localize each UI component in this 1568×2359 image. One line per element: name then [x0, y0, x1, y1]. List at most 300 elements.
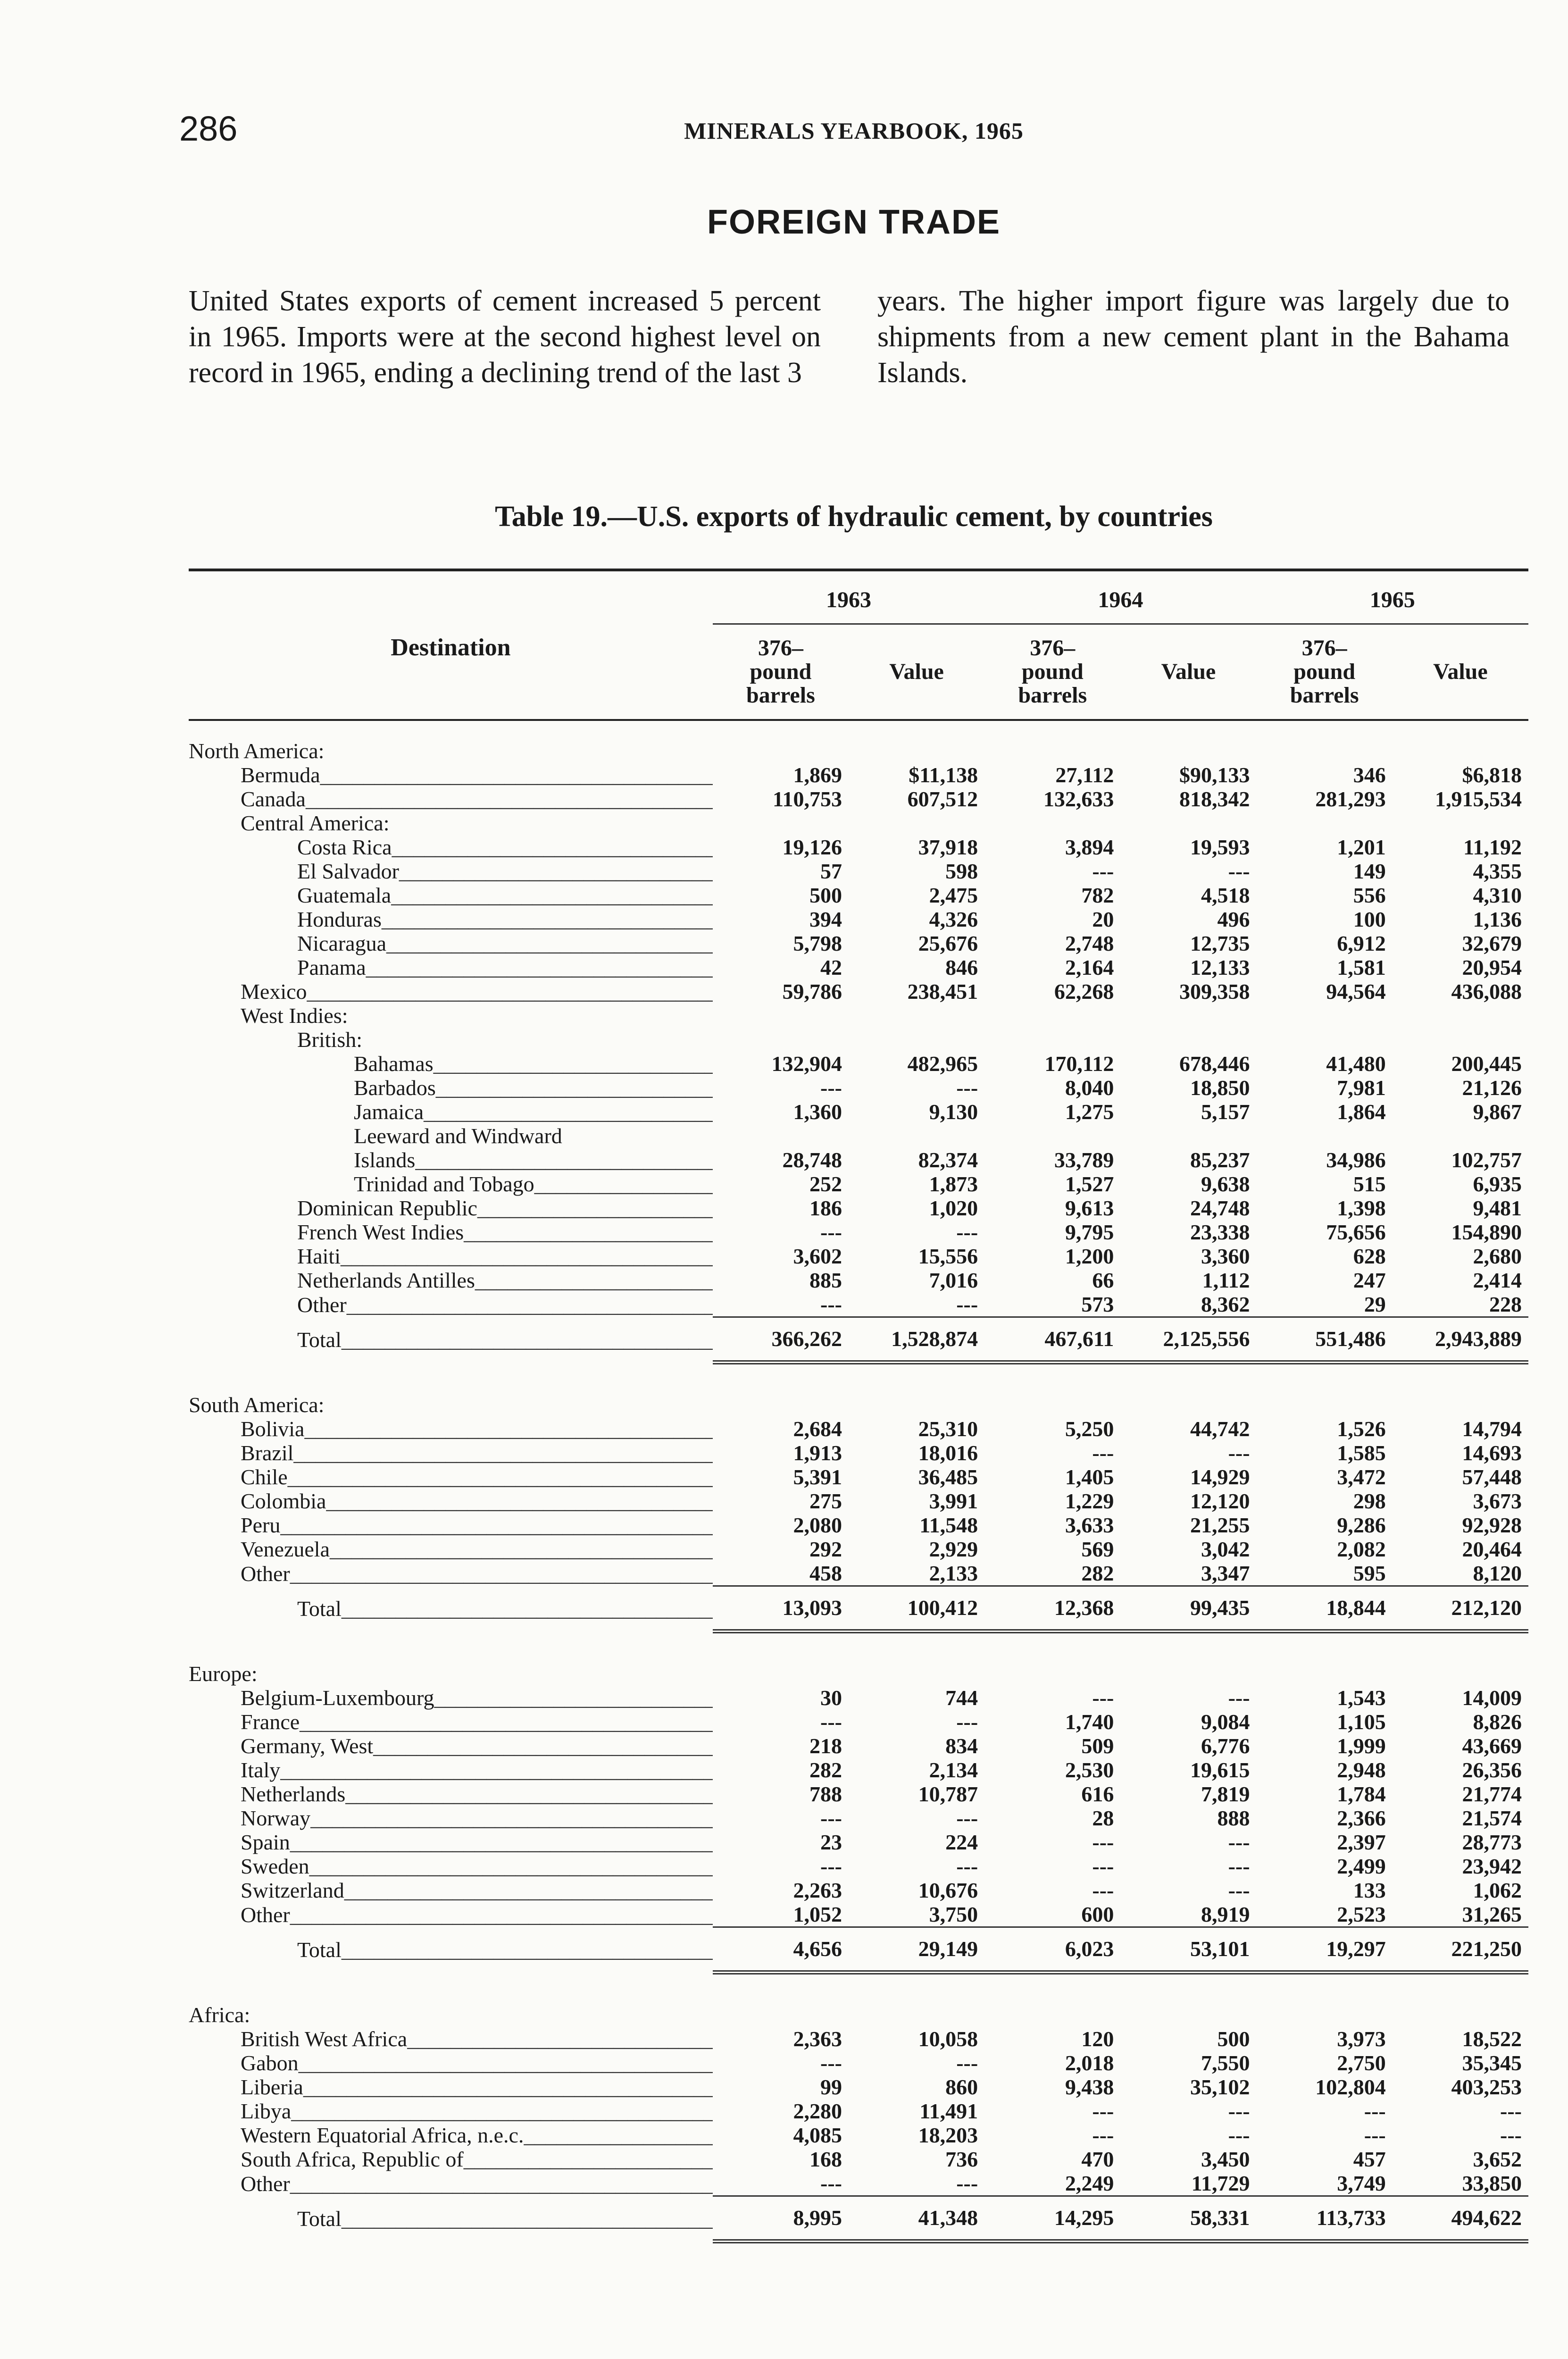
barrels-cell: 1,999 — [1337, 1734, 1386, 1758]
barrels-cell: 132,633 — [1043, 787, 1114, 811]
barrels-cell: --- — [1092, 1830, 1114, 1854]
leader-dots — [290, 1830, 713, 1854]
barrels-cell: 6,023 — [984, 1927, 1120, 1973]
table-row — [189, 1902, 1528, 1927]
barrels-cell: --- — [1092, 1878, 1114, 1902]
value-cell: 44,742 — [1190, 1417, 1250, 1441]
barrels-cell: 1,105 — [1337, 1710, 1386, 1734]
destination-label — [189, 907, 713, 931]
value-cell: --- — [956, 2171, 978, 2195]
leader-dots — [300, 1710, 713, 1734]
value-cell: $90,133 — [1179, 763, 1250, 787]
barrels-cell: 247 — [1353, 1268, 1386, 1292]
destination-label — [189, 931, 713, 955]
total-label — [189, 1317, 713, 1363]
value-cell: 41,348 — [849, 2196, 984, 2242]
destination-label — [189, 1465, 713, 1489]
destination-text: Netherlands Antilles — [297, 1268, 475, 1292]
destination-text: Other — [241, 2171, 290, 2196]
barrels-cell: --- — [1092, 1686, 1114, 1710]
barrels-cell: 458 — [809, 1561, 842, 1585]
table-row — [189, 883, 1528, 907]
barrels-cell: 57 — [820, 859, 842, 883]
destination-text: Gabon — [241, 2051, 299, 2075]
destination-label — [189, 979, 713, 1004]
value-cell: 9,867 — [1473, 1100, 1522, 1124]
barrels-cell: 102,804 — [1315, 2075, 1386, 2099]
destination-text: Total — [297, 1596, 342, 1621]
barrels-cell: 3,894 — [1065, 835, 1114, 859]
value-cell: 846 — [945, 955, 978, 979]
table-row — [189, 2123, 1528, 2147]
leader-dots — [407, 2027, 713, 2051]
leader-dots — [303, 2075, 713, 2099]
destination-text: Switzerland — [241, 1878, 344, 1902]
destination-label — [189, 2147, 713, 2171]
value-cell: --- — [1228, 2099, 1250, 2123]
value-cell: 678,446 — [1179, 1052, 1250, 1076]
leader-dots — [373, 1734, 713, 1758]
barrels-cell: 298 — [1353, 1489, 1386, 1513]
barrels-cell: 133 — [1353, 1878, 1386, 1902]
value-cell: 500 — [1217, 2027, 1250, 2051]
barrels-cell: 2,249 — [1065, 2171, 1114, 2195]
destination-label — [189, 1268, 713, 1292]
value-cell: 736 — [945, 2147, 978, 2171]
barrels-cell: 1,869 — [793, 763, 842, 787]
destination-text: Mexico — [241, 979, 307, 1004]
destination-text: Libya — [241, 2099, 292, 2123]
leader-dots — [524, 2123, 712, 2147]
value-cell: 18,522 — [1462, 2027, 1522, 2051]
leader-dots — [345, 1782, 713, 1806]
destination-label — [189, 2027, 713, 2051]
value-cell: 102,757 — [1451, 1148, 1522, 1172]
value-cell: 23,942 — [1462, 1854, 1522, 1878]
destination-label — [189, 1417, 713, 1441]
value-cell: 18,203 — [918, 2123, 978, 2147]
destination-text: Barbados — [354, 1076, 436, 1100]
value-cell: 8,826 — [1473, 1710, 1522, 1734]
value-cell: 3,673 — [1473, 1489, 1522, 1513]
value-cell: --- — [1228, 1830, 1250, 1854]
value-cell: --- — [956, 1710, 978, 1734]
destination-text: Costa Rica — [297, 835, 392, 859]
destination-label — [189, 1148, 713, 1172]
barrels-cell: 1,201 — [1337, 835, 1386, 859]
barrels-cell: 616 — [1081, 1782, 1114, 1806]
table-row — [189, 1465, 1528, 1489]
value-cell: 12,133 — [1190, 955, 1250, 979]
value-cell: 20,954 — [1462, 955, 1522, 979]
leader-dots — [291, 2099, 712, 2123]
value-cell: 24,748 — [1190, 1196, 1250, 1220]
region-label: Central America: — [241, 811, 390, 835]
value-cell: 212,120 — [1393, 1586, 1528, 1631]
value-cell: 25,310 — [918, 1417, 978, 1441]
barrels-cell: 2,080 — [793, 1513, 842, 1537]
barrels-cell: 1,581 — [1337, 955, 1386, 979]
leader-dots — [293, 1441, 712, 1465]
barrels-cell: 4,085 — [793, 2123, 842, 2147]
leader-dots — [310, 1806, 713, 1830]
table-row — [189, 1782, 1528, 1806]
barrels-cell: 2,018 — [1065, 2051, 1114, 2075]
value-cell: 58,331 — [1120, 2196, 1256, 2242]
barrels-cell: 551,486 — [1257, 1317, 1393, 1363]
value-cell: 99,435 — [1120, 1586, 1256, 1631]
barrels-cell: 2,263 — [793, 1878, 842, 1902]
destination-text: Haiti — [297, 1244, 341, 1268]
destination-label — [189, 1513, 713, 1537]
value-cell: 18,850 — [1190, 1076, 1250, 1100]
destination-text: Spain — [241, 1830, 290, 1854]
value-cell: 403,253 — [1451, 2075, 1522, 2099]
destination-text: Guatemala — [297, 883, 392, 907]
value-cell: 29,149 — [849, 1927, 984, 1973]
barrels-cell: 1,913 — [793, 1441, 842, 1465]
leader-dots — [299, 2051, 713, 2075]
barrels-cell: 1,405 — [1065, 1465, 1114, 1489]
value-cell: 4,326 — [929, 907, 978, 931]
leader-dots — [436, 1076, 713, 1100]
barrels-cell: 2,750 — [1337, 2051, 1386, 2075]
value-cell: 607,512 — [907, 787, 978, 811]
barrels-cell: 28,748 — [782, 1148, 842, 1172]
leader-dots — [290, 2172, 713, 2196]
value-cell: --- — [956, 1220, 978, 1244]
value-cell: 3,750 — [929, 1902, 978, 1926]
value-cell: --- — [956, 1806, 978, 1830]
value-cell: 23,338 — [1190, 1220, 1250, 1244]
leader-dots — [415, 1148, 712, 1172]
barrels-cell: --- — [820, 1806, 842, 1830]
value-cell: 14,693 — [1462, 1441, 1522, 1465]
table-row — [189, 2027, 1528, 2051]
value-cell: 35,102 — [1190, 2075, 1250, 2099]
destination-label — [189, 1806, 713, 1830]
barrels-cell: 149 — [1353, 859, 1386, 883]
barrels-cell: --- — [820, 1854, 842, 1878]
table-row — [189, 1806, 1528, 1830]
intro-paragraph-left: United States exports of cement increased 5 percent in 1965. Imports were at the second highest level on record in 1965, ending a declining trend of the last 3 — [189, 285, 821, 389]
destination-label — [189, 1710, 713, 1734]
column-header-barrels: 376– pound barrels — [1018, 636, 1087, 708]
barrels-cell: 19,297 — [1257, 1927, 1393, 1973]
barrels-cell: 573 — [1081, 1292, 1114, 1316]
value-cell: 2,680 — [1473, 1244, 1522, 1268]
destination-label — [189, 1196, 713, 1220]
value-cell: 436,088 — [1451, 979, 1522, 1004]
table-row — [189, 1561, 1528, 1586]
value-cell: 598 — [945, 859, 978, 883]
destination-text: Total — [297, 1327, 342, 1352]
barrels-cell: 366,262 — [713, 1317, 849, 1363]
total-row — [189, 1317, 1528, 1363]
value-cell: 26,356 — [1462, 1758, 1522, 1782]
value-cell: 309,358 — [1179, 979, 1250, 1004]
destination-label — [189, 1734, 713, 1758]
value-cell: 12,120 — [1190, 1489, 1250, 1513]
value-cell: 14,009 — [1462, 1686, 1522, 1710]
value-cell: 20,464 — [1462, 1537, 1522, 1561]
destination-text: Peru — [241, 1513, 281, 1537]
value-cell: 4,355 — [1473, 859, 1522, 883]
table-row — [189, 1854, 1528, 1878]
value-cell: 10,058 — [918, 2027, 978, 2051]
table-row — [189, 787, 1528, 811]
barrels-cell: 3,749 — [1337, 2171, 1386, 2195]
year-header-1964: 1964 — [984, 576, 1256, 624]
barrels-cell: 1,360 — [793, 1100, 842, 1124]
destination-label — [189, 1902, 713, 1927]
region-label: Africa: — [189, 2003, 250, 2027]
region-heading-row — [189, 1028, 1528, 1052]
destination-text: Nicaragua — [297, 931, 386, 955]
value-cell: 2,943,889 — [1393, 1317, 1528, 1363]
barrels-cell: 5,250 — [1065, 1417, 1114, 1441]
barrels-cell: 2,684 — [793, 1417, 842, 1441]
barrels-cell: 18,844 — [1257, 1586, 1393, 1631]
table-row — [189, 1172, 1528, 1196]
barrels-cell: 5,391 — [793, 1465, 842, 1489]
value-cell: 21,255 — [1190, 1513, 1250, 1537]
destination-label — [189, 955, 713, 979]
value-cell: --- — [1228, 1686, 1250, 1710]
barrels-cell: 500 — [809, 883, 842, 907]
barrels-cell: 2,082 — [1337, 1537, 1386, 1561]
value-cell: --- — [956, 1292, 978, 1316]
value-cell: 4,310 — [1473, 883, 1522, 907]
barrels-cell: --- — [1092, 2123, 1114, 2147]
value-cell: 11,729 — [1191, 2171, 1250, 2195]
row-spacer — [189, 1363, 1528, 1393]
value-cell: 224 — [945, 1830, 978, 1854]
barrels-cell: --- — [1092, 2099, 1114, 2123]
barrels-cell: 33,789 — [1054, 1148, 1114, 1172]
destination-text: Total — [297, 1937, 342, 1962]
value-cell: 33,850 — [1462, 2171, 1522, 2195]
barrels-cell: 110,753 — [773, 787, 842, 811]
value-cell: 1,112 — [1202, 1268, 1250, 1292]
table-row — [189, 2171, 1528, 2196]
destination-text: Panama — [297, 955, 366, 979]
table-row — [189, 2075, 1528, 2099]
destination-text: French West Indies — [297, 1220, 464, 1244]
value-cell: 7,016 — [929, 1268, 978, 1292]
barrels-cell: 556 — [1353, 883, 1386, 907]
leader-dots — [366, 955, 713, 979]
barrels-cell: 168 — [809, 2147, 842, 2171]
barrels-cell: 9,795 — [1065, 1220, 1114, 1244]
barrels-cell: --- — [820, 2051, 842, 2075]
table-row — [189, 1513, 1528, 1537]
barrels-cell: 569 — [1081, 1537, 1114, 1561]
column-header-barrels: 376– pound barrels — [1290, 636, 1359, 708]
leader-dots — [288, 1465, 713, 1489]
region-heading-row — [189, 739, 1528, 763]
leader-dots — [477, 1196, 713, 1220]
destination-text: Western Equatorial Africa, n.e.c. — [241, 2123, 524, 2147]
barrels-cell: 2,164 — [1065, 955, 1114, 979]
destination-text: Dominican Republic — [297, 1196, 477, 1220]
leader-dots — [347, 1293, 713, 1317]
value-cell: 888 — [1217, 1806, 1250, 1830]
leader-dots — [326, 1489, 712, 1513]
value-cell: 2,414 — [1473, 1268, 1522, 1292]
leader-dots — [342, 2207, 713, 2231]
value-cell: 2,133 — [929, 1561, 978, 1585]
total-row — [189, 1927, 1528, 1973]
barrels-cell: 42 — [820, 955, 842, 979]
value-cell: 860 — [945, 2075, 978, 2099]
destination-text: Chile — [241, 1465, 288, 1489]
destination-text: Other — [297, 1292, 347, 1317]
region-label: South America: — [189, 1393, 325, 1417]
destination-label — [189, 2075, 713, 2099]
column-header-value: Value — [1161, 659, 1216, 684]
barrels-cell: 29 — [1364, 1292, 1386, 1316]
total-row — [189, 2196, 1528, 2242]
destination-text: Honduras — [297, 907, 382, 931]
value-cell: 11,548 — [919, 1513, 978, 1537]
value-cell: 1,062 — [1473, 1878, 1522, 1902]
destination-text: South Africa, Republic of — [241, 2147, 464, 2171]
destination-text: Brazil — [241, 1441, 294, 1465]
barrels-cell: 467,611 — [984, 1317, 1120, 1363]
table-row — [189, 1292, 1528, 1317]
total-label — [189, 2196, 713, 2242]
barrels-cell: 282 — [809, 1758, 842, 1782]
value-cell: 36,485 — [918, 1465, 978, 1489]
value-cell: 9,084 — [1201, 1710, 1250, 1734]
barrels-cell: 4,656 — [713, 1927, 849, 1973]
barrels-cell: 19,126 — [782, 835, 842, 859]
destination-text: Jamaica — [354, 1100, 424, 1124]
destination-label — [189, 2171, 713, 2196]
destination-label — [189, 1686, 713, 1710]
destination-label — [189, 2051, 713, 2075]
value-cell: $11,138 — [909, 763, 978, 787]
barrels-cell: 600 — [1081, 1902, 1114, 1926]
value-cell: 19,593 — [1190, 835, 1250, 859]
value-cell: 14,929 — [1190, 1465, 1250, 1489]
value-cell: $6,818 — [1462, 763, 1522, 787]
destination-text: Other — [241, 1561, 290, 1586]
value-cell: 11,491 — [919, 2099, 978, 2123]
value-cell: 15,556 — [918, 1244, 978, 1268]
barrels-cell: 30 — [820, 1686, 842, 1710]
destination-label — [189, 1537, 713, 1561]
barrels-cell: 2,523 — [1337, 1902, 1386, 1926]
barrels-cell: --- — [820, 1076, 842, 1100]
destination-text: Liberia — [241, 2075, 303, 2099]
value-cell: 7,819 — [1201, 1782, 1250, 1806]
value-cell: --- — [1228, 1854, 1250, 1878]
value-cell: 1,915,534 — [1435, 787, 1522, 811]
barrels-cell: 1,526 — [1337, 1417, 1386, 1441]
destination-text: Netherlands — [241, 1782, 346, 1806]
leader-dots — [280, 1758, 712, 1782]
table-row — [189, 1076, 1528, 1100]
value-cell: 43,669 — [1462, 1734, 1522, 1758]
value-cell: 1,136 — [1473, 907, 1522, 931]
value-cell: 14,794 — [1462, 1417, 1522, 1441]
value-cell: --- — [1228, 2123, 1250, 2147]
barrels-cell: 170,112 — [1044, 1052, 1114, 1076]
destination-label — [189, 1758, 713, 1782]
barrels-cell: 12,368 — [984, 1586, 1120, 1631]
barrels-cell: 515 — [1353, 1172, 1386, 1196]
value-cell: 6,776 — [1201, 1734, 1250, 1758]
value-cell: 154,890 — [1451, 1220, 1522, 1244]
value-cell: 25,676 — [918, 931, 978, 955]
value-cell: 496 — [1217, 907, 1250, 931]
barrels-cell: 2,499 — [1337, 1854, 1386, 1878]
year-header-1965: 1965 — [1257, 576, 1528, 624]
value-cell: --- — [1500, 2099, 1522, 2123]
table-caption: Table 19.—U.S. exports of hydraulic cement, by countries — [495, 501, 1213, 533]
value-cell: 2,134 — [929, 1758, 978, 1782]
leader-dots — [320, 763, 713, 787]
destination-label — [189, 859, 713, 883]
barrels-cell: 3,472 — [1337, 1465, 1386, 1489]
table-body — [189, 739, 1528, 2242]
region-heading-row — [189, 811, 1528, 835]
barrels-cell: 1,398 — [1337, 1196, 1386, 1220]
leader-dots — [475, 1268, 713, 1292]
barrels-cell: --- — [1364, 2099, 1386, 2123]
leader-dots — [424, 1100, 713, 1124]
barrels-cell: 34,986 — [1326, 1148, 1386, 1172]
table-row — [189, 1417, 1528, 1441]
total-label — [189, 1927, 713, 1973]
destination-label — [189, 1220, 713, 1244]
barrels-cell: 2,530 — [1065, 1758, 1114, 1782]
barrels-cell: 1,585 — [1337, 1441, 1386, 1465]
table-row — [189, 2051, 1528, 2075]
barrels-cell: 94,564 — [1326, 979, 1386, 1004]
leader-dots — [309, 1854, 713, 1878]
leader-dots — [342, 1938, 713, 1962]
leader-dots — [386, 931, 713, 955]
value-cell: --- — [1228, 1441, 1250, 1465]
destination-label — [189, 883, 713, 907]
value-cell: 3,347 — [1201, 1561, 1250, 1585]
leader-dots — [341, 1244, 713, 1268]
leader-dots — [290, 1562, 713, 1586]
barrels-cell: 1,784 — [1337, 1782, 1386, 1806]
table-row — [189, 1148, 1528, 1172]
running-title: MINERALS YEARBOOK, 1965 — [684, 117, 1024, 144]
value-cell: 3,991 — [929, 1489, 978, 1513]
barrels-cell: 13,093 — [713, 1586, 849, 1631]
value-cell: 92,928 — [1462, 1513, 1522, 1537]
barrels-cell: 1,740 — [1065, 1710, 1114, 1734]
destination-label — [189, 2123, 713, 2147]
value-cell: 85,237 — [1190, 1148, 1250, 1172]
destination-text: Venezuela — [241, 1537, 330, 1561]
table-row — [189, 1537, 1528, 1561]
value-cell: 3,652 — [1473, 2147, 1522, 2171]
region-label: Leeward and Windward — [354, 1124, 562, 1148]
barrels-cell: 28 — [1092, 1806, 1114, 1830]
region-heading-row — [189, 1662, 1528, 1686]
year-header-1963: 1963 — [713, 576, 984, 624]
barrels-cell: 275 — [809, 1489, 842, 1513]
value-cell: 82,374 — [918, 1148, 978, 1172]
barrels-cell: --- — [820, 1292, 842, 1316]
